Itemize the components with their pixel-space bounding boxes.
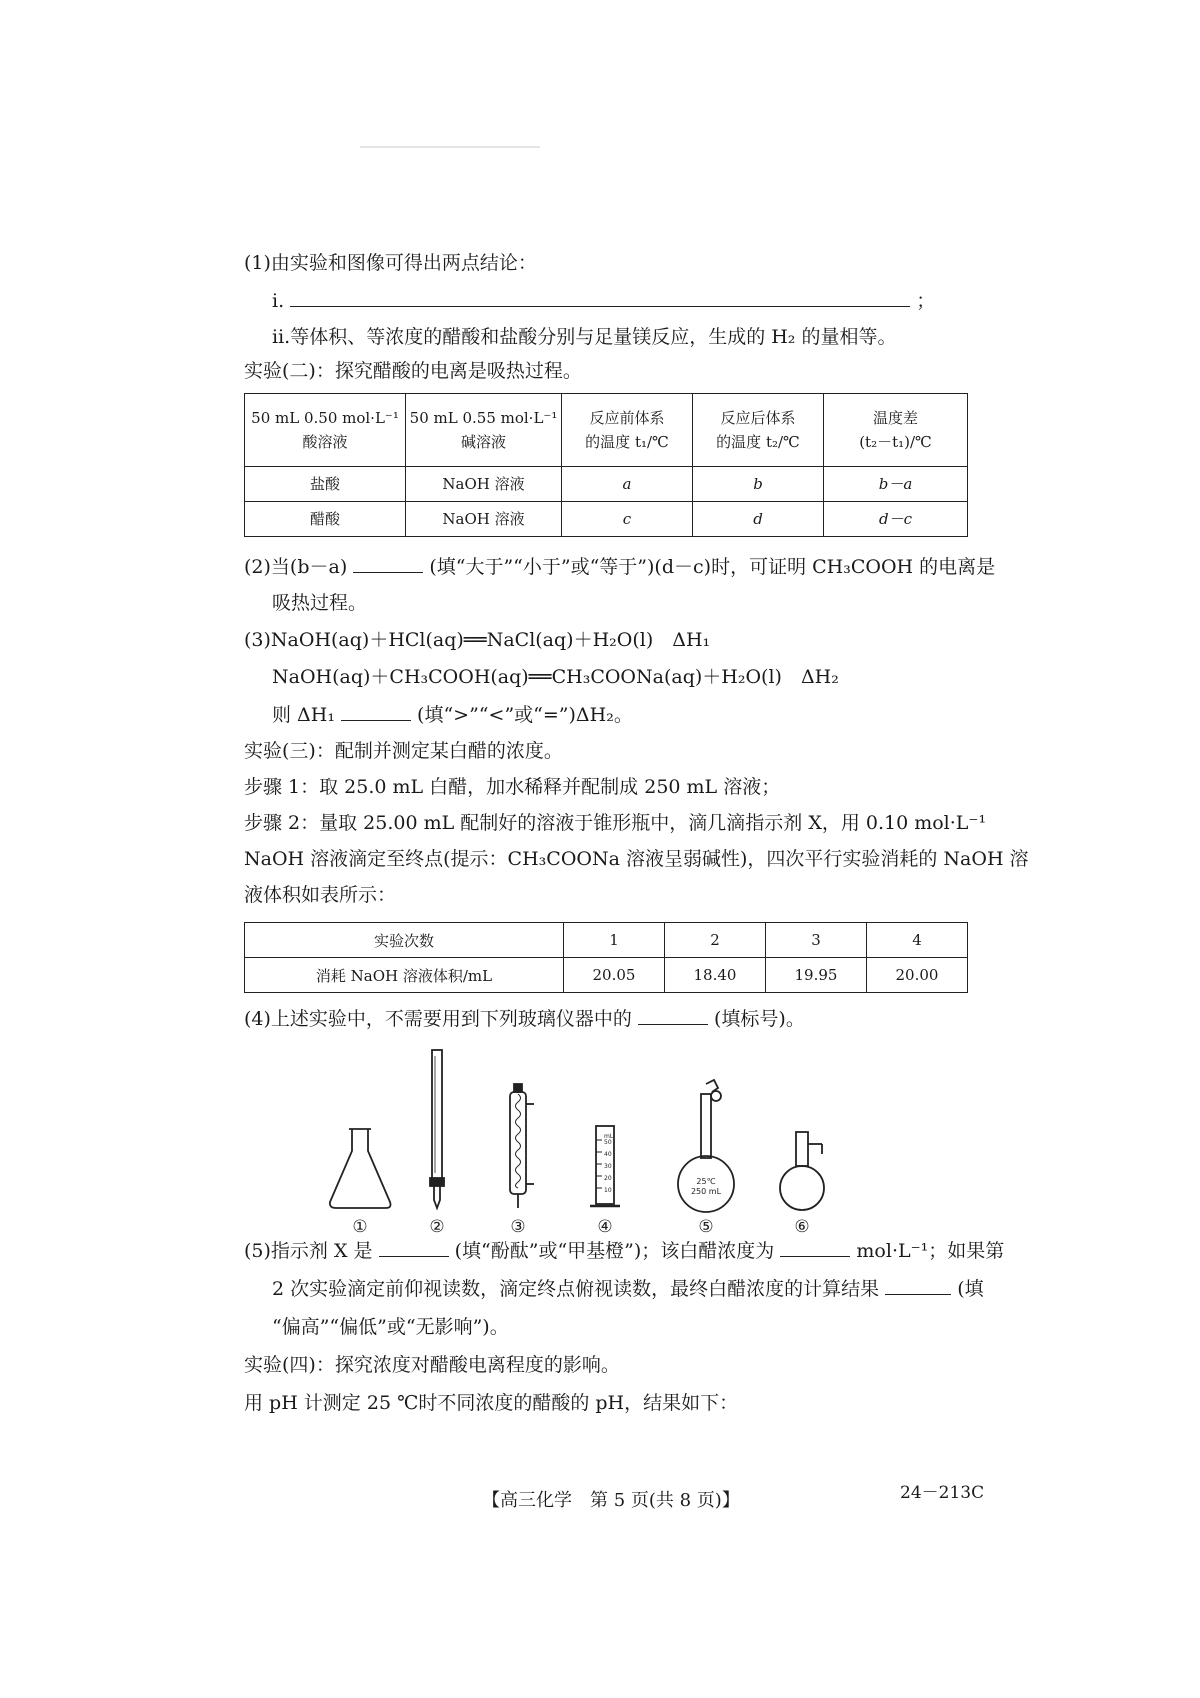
header-diff: 温度差 (t₂－t₁)/℃ xyxy=(824,394,968,467)
q4-text-a: (4)上述实验中，不需要用到下列玻璃仪器中的 xyxy=(244,1008,632,1030)
header-base: 50 mL 0.55 mol·L⁻¹ 碱溶液 xyxy=(406,394,562,467)
exp2-title: 实验(二)：探究醋酸的电离是吸热过程。 xyxy=(244,360,582,382)
q5-l1-b: (填“酚酞”或“甲基橙”)；该白醋浓度为 xyxy=(454,1240,775,1262)
q1-conclusion-ii: ⅱ.等体积、等浓度的醋酸和盐酸分别与足量镁反应，生成的 H₂ 的量相等。 xyxy=(272,326,897,348)
glass-label: ② xyxy=(429,1217,445,1237)
cell: 20.00 xyxy=(867,958,968,993)
q5-l2-b: (填 xyxy=(957,1278,984,1300)
q5-line3: “偏高”“偏低”或“无影响”)。 xyxy=(272,1316,509,1338)
cell: b－a xyxy=(824,467,968,502)
q4-answer-blank[interactable] xyxy=(638,1006,708,1025)
exp2-table xyxy=(244,393,968,537)
flask-temp-label: 25℃ xyxy=(696,1177,716,1186)
q4-text-b: (填标号)。 xyxy=(714,1008,805,1030)
glass-label: ③ xyxy=(510,1217,526,1237)
scan-mark xyxy=(360,146,540,148)
cell: b xyxy=(693,467,824,502)
cell: 4 xyxy=(867,923,968,958)
cell: d xyxy=(693,502,824,537)
erlenmeyer-flask-icon xyxy=(330,1129,391,1208)
table-row xyxy=(245,958,968,993)
glassware-figure xyxy=(320,1048,880,1238)
q3-eq1: (3)NaOH(aq)＋HCl(aq)══NaCl(aq)＋H₂O(l) ΔH₁ xyxy=(244,629,711,651)
q2-part1: (2)当(b－a) xyxy=(244,556,348,578)
q3-ask-a: 则 ΔH₁ xyxy=(272,704,335,726)
cylinder-mark: 40 xyxy=(604,1151,612,1158)
q5-indicator-blank[interactable] xyxy=(379,1238,449,1257)
cell: NaOH 溶液 xyxy=(406,502,562,537)
exp3-step1: 步骤 1：取 25.0 mL 白醋，加水稀释并配制成 250 mL 溶液； xyxy=(244,776,781,798)
exp3-title: 实验(三)：配制并测定某白醋的浓度。 xyxy=(244,740,563,762)
q2-line1 xyxy=(244,552,995,582)
page-footer: 【高三化学 第 5 页(共 8 页)】 xyxy=(482,1490,740,1511)
q4-text xyxy=(244,1004,805,1034)
header-t2: 反应后体系 的温度 t₂/℃ xyxy=(693,394,824,467)
exp4-line: 用 pH 计测定 25 ℃时不同浓度的醋酸的 pH，结果如下： xyxy=(244,1392,739,1414)
cell: 实验次数 xyxy=(245,923,564,958)
cell: d－c xyxy=(824,502,968,537)
exp3-step2-line2: NaOH 溶液滴定至终点(提示：CH₃COONa 溶液呈弱碱性)，四次平行实验消耗的 NaOH 溶 xyxy=(244,848,1029,870)
q2-answer-blank[interactable] xyxy=(353,554,423,573)
q5-concentration-blank[interactable] xyxy=(780,1238,850,1257)
exp3-step2-line1: 步骤 2：量取 25.00 mL 配制好的溶液于锥形瓶中，滴几滴指示剂 X，用 0.10 mol·L⁻¹ xyxy=(244,812,987,834)
glass-label: ⑤ xyxy=(698,1217,714,1237)
cell: 2 xyxy=(665,923,766,958)
q5-l1-c: mol·L⁻¹；如果第 xyxy=(856,1240,1005,1262)
q2-line2: 吸热过程。 xyxy=(272,592,368,614)
q1-conclusion-i xyxy=(272,286,935,316)
table-row xyxy=(245,467,968,502)
cell: 20.05 xyxy=(564,958,665,993)
cylinder-mark: mL xyxy=(604,1133,614,1140)
exp3-table xyxy=(244,922,968,993)
table-row xyxy=(245,502,968,537)
cell: 消耗 NaOH 溶液体积/mL xyxy=(245,958,564,993)
header-t1: 反应前体系 的温度 t₁/℃ xyxy=(562,394,693,467)
q3-answer-blank[interactable] xyxy=(341,702,411,721)
cell: 19.95 xyxy=(766,958,867,993)
distillation-flask-icon xyxy=(780,1132,824,1210)
glass-label: ④ xyxy=(597,1217,613,1237)
glass-label: ⑥ xyxy=(794,1217,810,1237)
q5-l2-a: 2 次实验滴定前仰视读数，滴定终点俯视读数，最终白醋浓度的计算结果 xyxy=(272,1278,880,1300)
q5-line2 xyxy=(272,1274,984,1304)
cell: 1 xyxy=(564,923,665,958)
flask-volume-label: 250 mL xyxy=(690,1187,722,1196)
cylinder-mark: 50 xyxy=(604,1139,612,1146)
q1-i-label: ⅰ. xyxy=(272,290,285,312)
cell: c xyxy=(562,502,693,537)
q5-l1-a: (5)指示剂 X 是 xyxy=(244,1240,373,1262)
q1-i-answer-blank[interactable] xyxy=(290,288,910,307)
exam-code: 24－213C xyxy=(900,1483,985,1503)
cylinder-mark: 10 xyxy=(604,1187,612,1194)
q3-ask-b: (填“>”“<”或“=”)ΔH₂。 xyxy=(417,704,633,726)
cell: 盐酸 xyxy=(245,467,406,502)
q2-part2: (填“大于”“小于”或“等于”)(d－c)时，可证明 CH₃COOH 的电离是 xyxy=(429,556,996,578)
cell: 3 xyxy=(766,923,867,958)
cylinder-mark: 20 xyxy=(604,1175,612,1182)
header-acid: 50 mL 0.50 mol·L⁻¹ 酸溶液 xyxy=(245,394,406,467)
condenser-icon xyxy=(510,1084,534,1208)
exp4-title: 实验(四)：探究浓度对醋酸电离程度的影响。 xyxy=(244,1354,620,1376)
cell: 18.40 xyxy=(665,958,766,993)
q3-eq2: NaOH(aq)＋CH₃COOH(aq)══CH₃COONa(aq)＋H₂O(l) ΔH₂ xyxy=(272,666,839,688)
glass-label: ① xyxy=(352,1217,368,1237)
q1-intro: (1)由实验和图像可得出两点结论： xyxy=(244,252,537,274)
q3-ask xyxy=(272,700,633,730)
q1-i-end: ； xyxy=(916,290,936,312)
table-header-row xyxy=(245,923,968,958)
cylinder-mark: 30 xyxy=(604,1163,612,1170)
cell: a xyxy=(562,467,693,502)
cell: 醋酸 xyxy=(245,502,406,537)
cell: NaOH 溶液 xyxy=(406,467,562,502)
burette-icon xyxy=(430,1050,444,1208)
q5-line1 xyxy=(244,1236,1004,1266)
exp3-step2-line3: 液体积如表所示： xyxy=(244,884,397,906)
q5-result-blank[interactable] xyxy=(885,1276,951,1295)
table-header-row xyxy=(245,394,968,467)
